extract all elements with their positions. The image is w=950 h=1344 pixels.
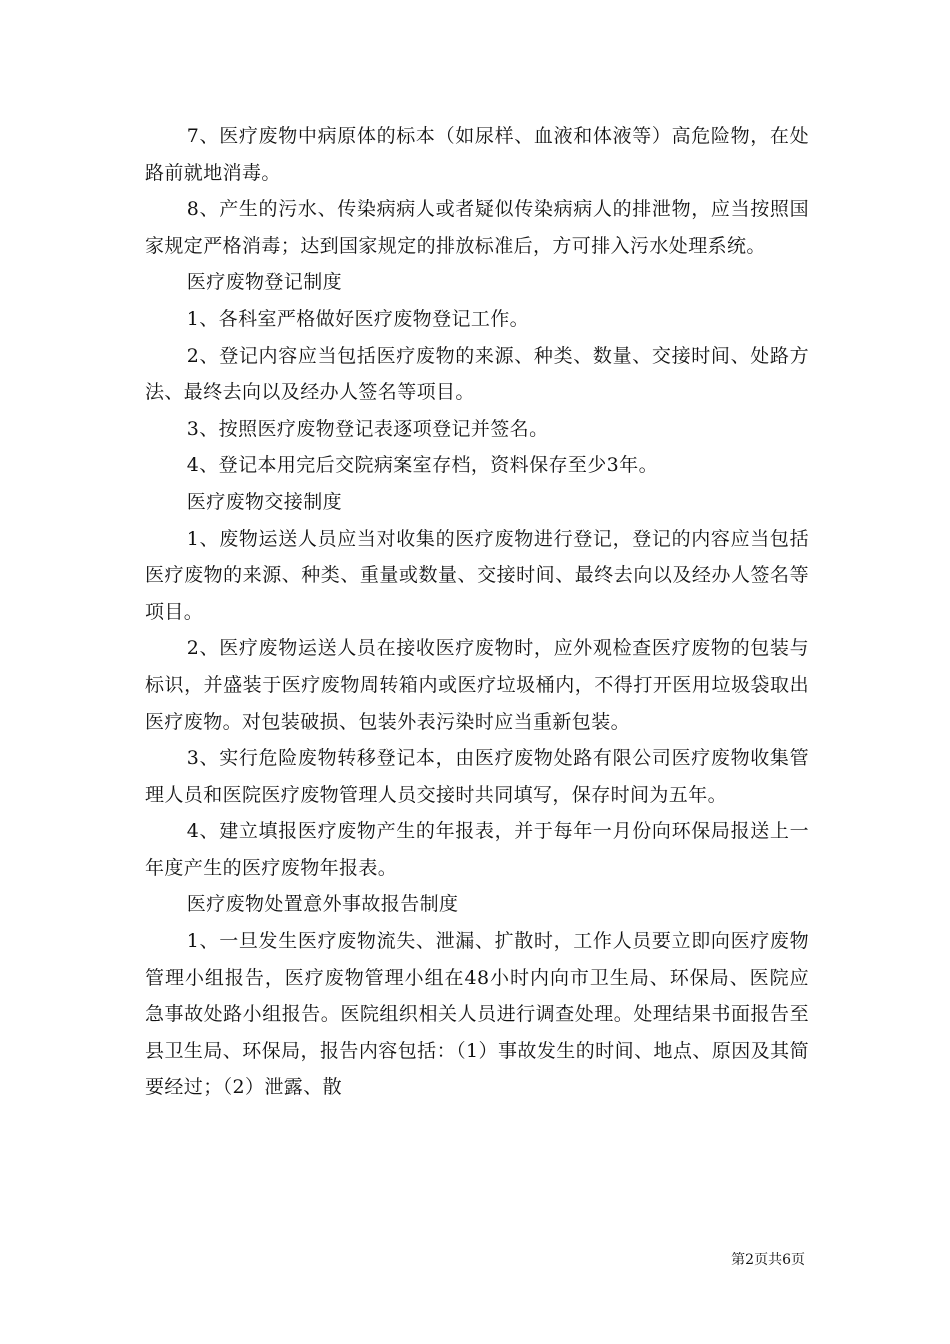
paragraph-registration-3: 3、按照医疗废物登记表逐项登记并签名。 (186, 417, 549, 440)
paragraph-item-8: 8、产生的污水、传染病病人或者疑似传染病病人的排泄物，应当按照国家规定严格消毒；达到国家规定的排放标准后，方可排入污水处理系统。 (145, 198, 809, 257)
paragraph-handover-3: 3、实行危险废物转移登记本，由医疗废物处路有限公司医疗废物收集管理人员和医院医疗废物管理人员交接时共同填写，保存时间为五年。 (145, 747, 809, 806)
paragraph-registration-1: 1、各科室严格做好医疗废物登记工作。 (186, 307, 530, 330)
paragraph-handover-2: 2、医疗废物运送人员在接收医疗废物时，应外观检查医疗废物的包装与标识，并盛装于医疗废物周转箱内或医疗垃圾桶内，不得打开医用垃圾袋取出医疗废物。对包装破损、包装外表污染时应当重新包装。 (145, 637, 809, 733)
paragraph-accident-1: 1、一旦发生医疗废物流失、泄漏、扩散时，工作人员要立即向医疗废物管理小组报告，医疗废物管理小组在48小时内向市卫生局、环保局、医院应急事故处路小组报告。医院组织相关人员进行调查处理。处理结果书面报告至县卫生局、环保局，报告内容包括：（1）事故发生的时间、地点、原因及其简要经过；（2）泄露、散 (145, 930, 809, 1099)
paragraph-handover-1: 1、废物运送人员应当对收集的医疗废物进行登记，登记的内容应当包括医疗废物的来源、种类、重量或数量、交接时间、最终去向以及经办人签名等项目。 (145, 527, 809, 623)
section-heading-accident-report: 医疗废物处置意外事故报告制度 (186, 893, 459, 916)
document-body (145, 118, 809, 1106)
paragraph-registration-4: 4、登记本用完后交院病案室存档，资料保存至少3年。 (186, 454, 658, 477)
page-number: 第2页共6页 (731, 1252, 805, 1268)
section-heading-registration: 医疗废物登记制度 (186, 271, 342, 294)
paragraph-item-7: 7、医疗废物中病原体的标本（如尿样、血液和体液等）高危险物，在处路前就地消毒。 (145, 125, 809, 184)
section-heading-handover: 医疗废物交接制度 (186, 490, 342, 513)
paragraph-registration-2: 2、登记内容应当包括医疗废物的来源、种类、数量、交接时间、处路方法、最终去向以及经办人签名等项目。 (145, 344, 809, 404)
paragraph-handover-4: 4、建立填报医疗废物产生的年报表，并于每年一月份向环保局报送上一年度产生的医疗废物年报表。 (145, 820, 809, 879)
